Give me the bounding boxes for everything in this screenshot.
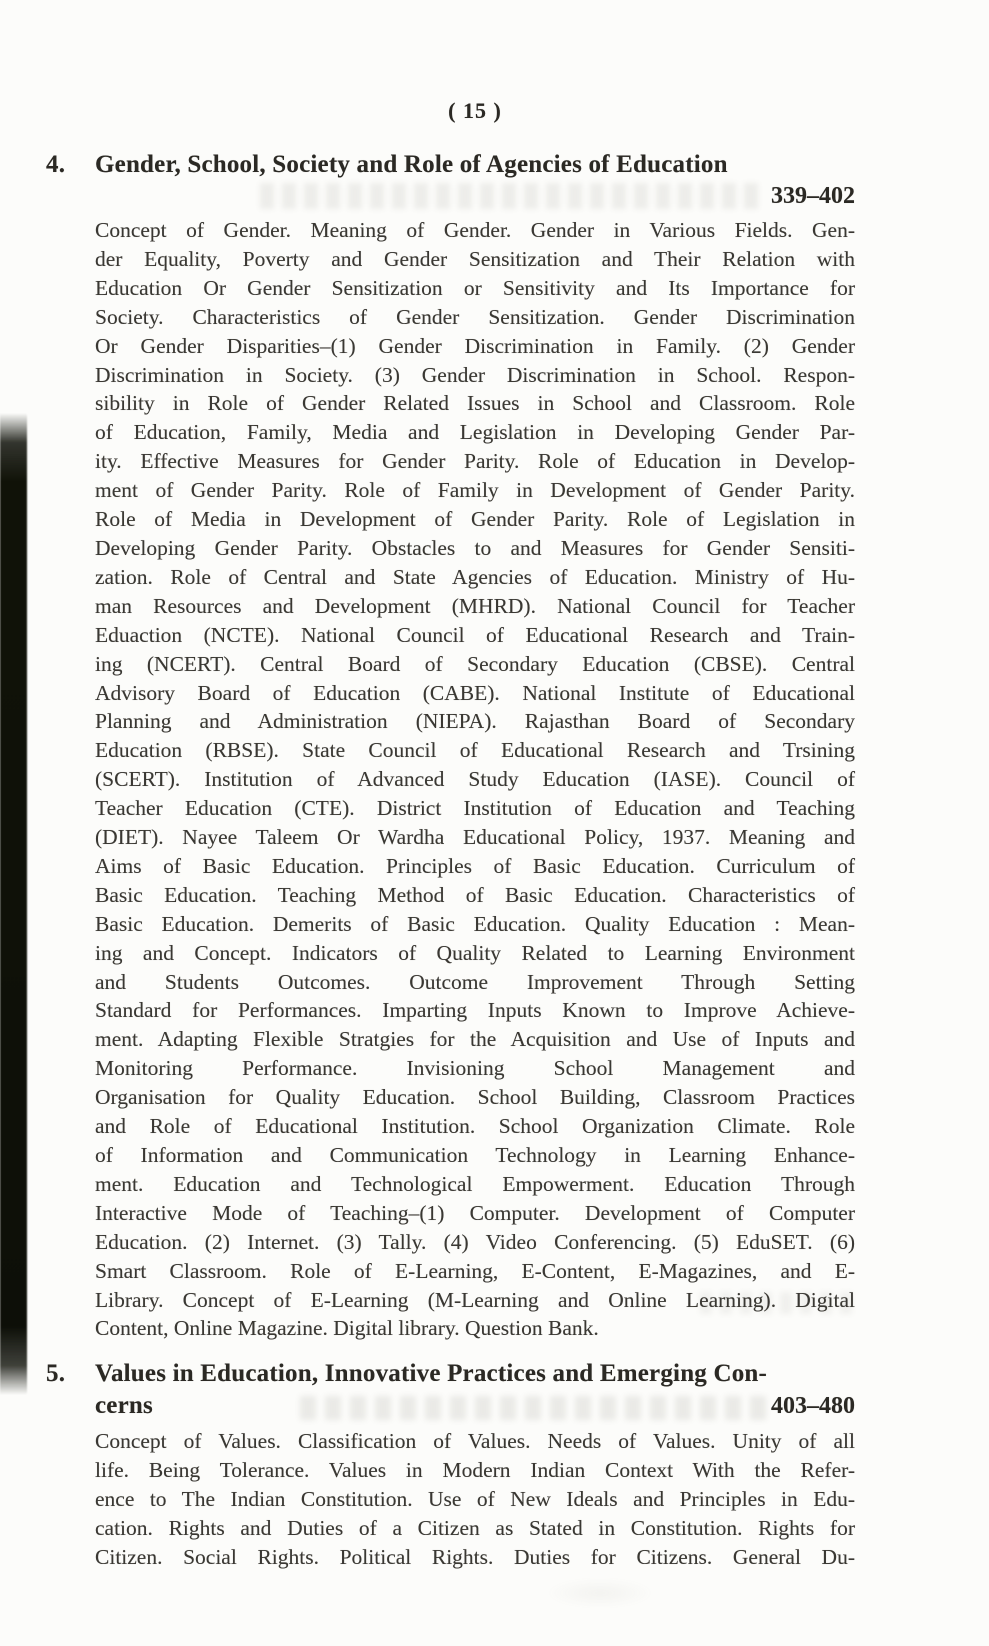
body-line: ing (NCERT). Central Board of Secondary Education (CBSE). Central xyxy=(95,651,855,676)
body-line: sibility in Role of Gender Related Issues in School and Classroom. Role xyxy=(95,391,855,416)
section-body xyxy=(95,1427,855,1572)
body-line: Discrimination in Society. (3) Gender Discrimination in School. Respon- xyxy=(95,362,855,387)
body-line: ment. Adapting Flexible Stratgies for the Acquisition and Use of Inputs and xyxy=(95,1027,855,1052)
body-line: Education Or Gender Sensitization or Sensitivity and Its Importance for xyxy=(95,275,855,300)
body-line: and Role of Educational Institution. School Organization Climate. Role xyxy=(95,1114,855,1139)
scan-edge-shadow xyxy=(0,413,27,1395)
body-line: ment of Gender Parity. Role of Family in Development of Gender Parity. xyxy=(95,478,855,503)
body-line: of Information and Communication Technology in Learning Enhance- xyxy=(95,1143,855,1167)
body-line: of Education, Family, Media and Legislation in Developing Gender Par- xyxy=(95,420,855,445)
body-line: Basic Education. Demerits of Basic Education. Quality Education : Mean- xyxy=(95,911,855,936)
body-line: Organisation for Quality Education. School Building, Classroom Practices xyxy=(95,1085,855,1110)
body-line: Smart Classroom. Role of E-Learning, E-Content, E-Magazines, and E- xyxy=(95,1258,855,1283)
body-line: Content, Online Magazine. Digital library. Question Bank. xyxy=(95,1316,599,1341)
section-heading xyxy=(46,148,855,181)
body-line: zation. Role of Central and State Agencies of Education. Ministry of Hu- xyxy=(95,564,855,589)
toc-section-values xyxy=(46,1357,855,1572)
body-line: Library. Concept of E-Learning (M-Learning and Online Learning). Digital xyxy=(95,1287,855,1312)
scan-smudge xyxy=(545,1578,655,1608)
toc-section-gender xyxy=(46,148,855,1343)
body-line: man Resources and Development (MHRD). National Council for Teacher xyxy=(95,593,855,618)
body-line: Eduaction (NCTE). National Council of Educational Research and Train- xyxy=(95,622,855,647)
section-heading xyxy=(46,1357,855,1390)
section-title: Gender, School, Society and Role of Agencies of Education xyxy=(95,151,728,178)
body-line: Developing Gender Parity. Obstacles to and Measures for Gender Sensiti- xyxy=(95,535,855,560)
body-line: Citizen. Social Rights. Political Rights. Duties for Citizens. General Du- xyxy=(95,1544,855,1569)
body-line: Concept of Gender. Meaning of Gender. Gender in Various Fields. Gen- xyxy=(95,218,855,242)
body-line: Monitoring Performance. Invisioning School Management and xyxy=(95,1056,855,1081)
section-page-range: 403–480 xyxy=(771,1393,855,1420)
section-page-range: 339–402 xyxy=(771,183,855,209)
body-line: life. Being Tolerance. Values in Modern Indian Context With the Refer- xyxy=(95,1458,855,1483)
body-line: ence to The Indian Constitution. Use of New Ideals and Principles in Edu- xyxy=(95,1487,855,1512)
section-number: 5. xyxy=(46,1360,66,1388)
body-line: Society. Characteristics of Gender Sensitization. Gender Discrimination xyxy=(95,304,855,329)
section-body xyxy=(95,216,855,1343)
body-line: Basic Education. Teaching Method of Basic Education. Characteristics of xyxy=(95,882,855,907)
page-number: ( 15 ) xyxy=(448,98,502,123)
body-line: Aims of Basic Education. Principles of Basic Education. Curriculum of xyxy=(95,853,855,878)
body-line: and Students Outcomes. Outcome Improvement Through Setting xyxy=(95,969,855,994)
body-line: Standard for Performances. Imparting Inputs Known to Improve Achieve- xyxy=(95,998,855,1023)
body-line: Advisory Board of Education (CABE). National Institute of Educational xyxy=(95,680,855,705)
body-line: cation. Rights and Duties of a Citizen as Stated in Constitution. Rights for xyxy=(95,1516,855,1541)
body-line: Concept of Values. Classification of Values. Needs of Values. Unity of all xyxy=(95,1429,855,1454)
section-heading-continued xyxy=(95,1390,855,1422)
section-title-line1: Values in Education, Innovative Practices and Emerging Con- xyxy=(95,1360,768,1388)
body-line: (DIET). Nayee Taleem Or Wardha Educational Policy, 1937. Meaning and xyxy=(95,825,855,850)
body-line: Education (RBSE). State Council of Educational Research and Trsining xyxy=(95,738,855,763)
body-line: ing and Concept. Indicators of Quality Related to Learning Environment xyxy=(95,940,855,965)
body-line: Planning and Administration (NIEPA). Rajasthan Board of Secondary xyxy=(95,709,855,734)
body-line: Education. (2) Internet. (3) Tally. (4) Video Conferencing. (5) EduSET. (6) xyxy=(95,1229,855,1254)
body-line: Or Gender Disparities–(1) Gender Discrimination in Family. (2) Gender xyxy=(95,333,855,358)
body-line: der Equality, Poverty and Gender Sensitization and Their Relation with xyxy=(95,246,855,271)
body-line: Teacher Education (CTE). District Institution of Education and Teaching xyxy=(95,796,855,821)
body-line: Role of Media in Development of Gender Parity. Role of Legislation in xyxy=(95,507,855,532)
section-number: 4. xyxy=(46,151,66,178)
body-line: ity. Effective Measures for Gender Parity. Role of Education in Develop- xyxy=(95,449,855,474)
body-line: ment. Education and Technological Empowerment. Education Through xyxy=(95,1171,855,1196)
body-line: Interactive Mode of Teaching–(1) Computer. Development of Computer xyxy=(95,1200,855,1225)
section-title-line2: cerns xyxy=(95,1392,153,1420)
body-line: (SCERT). Institution of Advanced Study Education (IASE). Council of xyxy=(95,767,855,792)
